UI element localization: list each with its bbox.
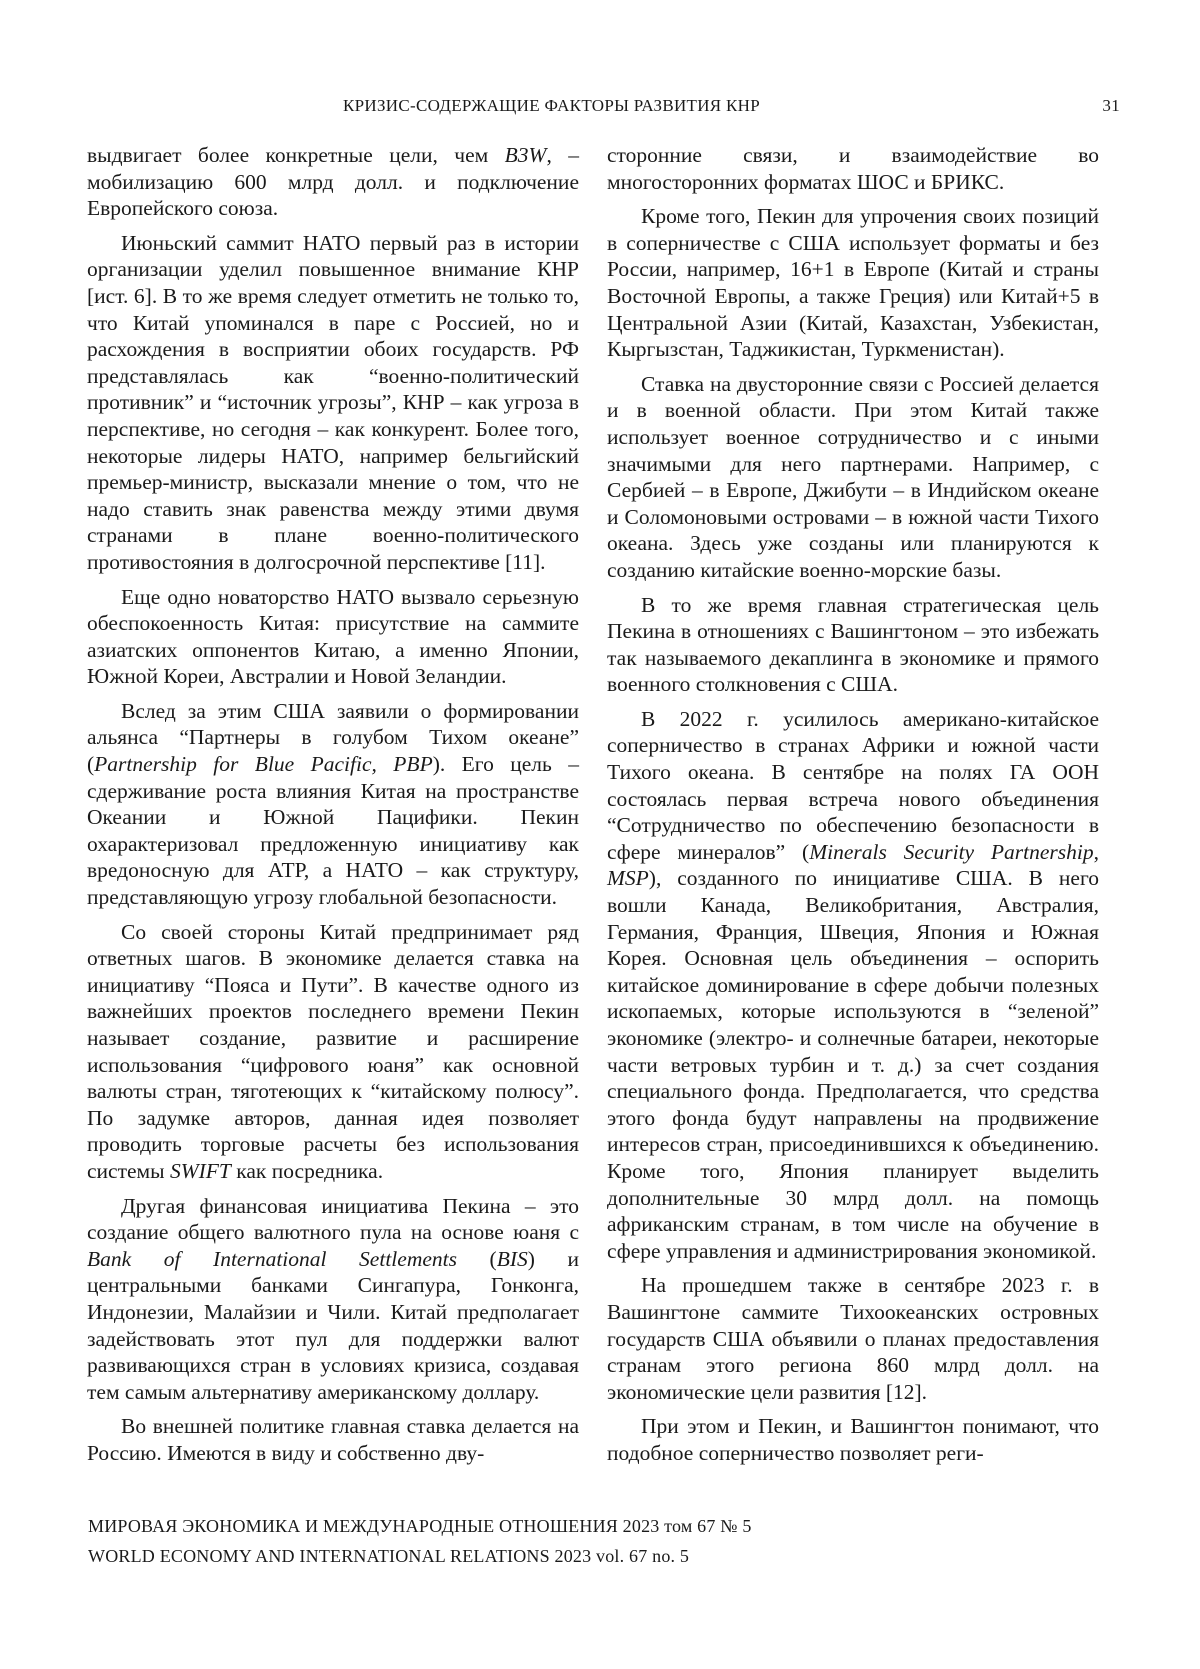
running-title: КРИЗИС-СОДЕРЖАЩИЕ ФАКТОРЫ РАЗВИТИЯ КНР	[343, 96, 760, 115]
paragraph: Ставка на двусторонние связи с Россией делается и в военной области. При этом Китай также использует военное сотрудничество и с иными значимыми для него партнерами. Например, с Сербией – в Европе, Джибути – в Индийском океане и Соломоновыми островами – в южной части Тихого океана. Здесь уже созданы или планируются к созданию китайские военно-морские базы.	[607, 371, 1099, 582]
paragraph: Другая финансовая инициатива Пекина – это создание общего валютного пула на основе юаня с Bank of International Settlements (BIS) и центральными банками Сингапура, Гонконга, Индонезии, Малайзии и Чили. Китай предполагает задействовать этот пул для поддержки валют развивающихся стран в условиях кризиса, создавая тем самым альтернативу американскому доллару.	[87, 1193, 579, 1404]
journal-footer-ru: МИРОВАЯ ЭКОНОМИКА И МЕЖДУНАРОДНЫЕ ОТНОШЕНИЯ 2023 том 67 № 5	[88, 1516, 752, 1536]
paragraph: Кроме того, Пекин для упрочения своих позиций в соперничестве с США использует форматы и без России, например, 16+1 в Европе (Китай и страны Восточной Европы, а также Греция) или Китай+5 в Центральной Азии (Китай, Казахстан, Узбекистан, Кыргызстан, Таджикистан, Туркменистан).	[607, 204, 1099, 362]
paragraph: Июньский саммит НАТО первый раз в истории организации уделил повышенное внимание КНР [ист. 6]. В то же время следует отметить не только то, что Китай упоминался в паре с Россией, но и расхождения в восприятии обоих государств. РФ представлялась как “военно-политический противник” и “источник угрозы”, КНР – как угроза в перспективе, но сегодня – как конкурент. Более того, некоторые лидеры НАТО, например бельгийский премьер-министр, высказали мнение о том, что не надо ставить знак равенства между этими двумя странами в плане военно-политического противостояния в долгосрочной перспективе [11].	[87, 230, 579, 574]
paragraph: выдвигает более конкретные цели, чем B3W, – мобилизацию 600 млрд долл. и подключение Европейского союза.	[87, 143, 579, 221]
left-column	[87, 142, 579, 1475]
journal-footer-en: WORLD ECONOMY AND INTERNATIONAL RELATIONS 2023 vol. 67 no. 5	[88, 1546, 690, 1566]
paragraph: Вслед за этим США заявили о формировании альянса “Партнеры в голубом Тихом океане” (Partnership for Blue Pacific, PBP). Его цель – сдерживание роста влияния Китая на пространстве Океании и Южной Пацифики. Пекин охарактеризовал предложенную инициативу как вредоносную для АТР, а НАТО – как структуру, представляющую угрозу глобальной безопасности.	[87, 698, 579, 910]
paragraph: На прошедшем также в сентябре 2023 г. в Вашингтоне саммите Тихоокеанских островных государств США объявили о планах предоставления странам этого региона 860 млрд долл. на экономические цели развития [12].	[607, 1273, 1099, 1404]
paragraph: Со своей стороны Китай предпринимает ряд ответных шагов. В экономике делается ставка на инициативу “Пояса и Пути”. В качестве одного из важнейших проектов последнего времени Пекин называет создание, развитие и расширение использования “цифрового юаня” как основной валюты стран, тяготеющих к “китайскому полюсу”. По задумке авторов, данная идея позволяет проводить торговые расчеты без использования системы SWIFT как посредника.	[87, 919, 579, 1183]
paragraph: В 2022 г. усилилось американо-китайское соперничество в странах Африки и южной части Тихого океана. В сентябре на полях ГА ООН состоялась первая встреча нового объединения “Сотрудничество по обеспечению безопасности в сфере минералов” (Minerals Security Partnership, MSP), созданного по инициативе США. В него вошли Канада, Великобритания, Австралия, Германия, Франция, Швеция, Япония и Южная Корея. Основная цель объединения – оспорить китайское доминирование в сфере добычи полезных ископаемых, которые используются в “зеленой” экономике (электро- и солнечные батареи, некоторые части ветровых турбин и т. д.) за счет создания специального фонда. Предполагается, что средства этого фонда будут направлены на продвижение интересов стран, присоединившихся к объединению. Кроме того, Япония планирует выделить дополнительные 30 млрд долл. на помощь африканским странам, в том числе на обучение в сфере управления и администрирования экономикой.	[607, 706, 1099, 1263]
paragraph: Еще одно новаторство НАТО вызвало серьезную обеспокоенность Китая: присутствие на саммите азиатских оппонентов Китаю, а именно Японии, Южной Кореи, Австралии и Новой Зеландии.	[87, 584, 579, 689]
paragraph: В то же время главная стратегическая цель Пекина в отношениях с Вашингтоном – это избежать так называемого декаплинга в экономике и прямого военного столкновения с США.	[607, 592, 1099, 697]
paragraph: сторонние связи, и взаимодействие во многосторонних форматах ШОС и БРИКС.	[607, 143, 1099, 194]
paragraph: При этом и Пекин, и Вашингтон понимают, что подобное соперничество позволяет реги-	[607, 1414, 1099, 1465]
page-number: 31	[1102, 96, 1120, 115]
right-column	[607, 142, 1099, 1475]
paragraph: Во внешней политике главная ставка делается на Россию. Имеются в виду и собственно дву-	[87, 1414, 579, 1465]
